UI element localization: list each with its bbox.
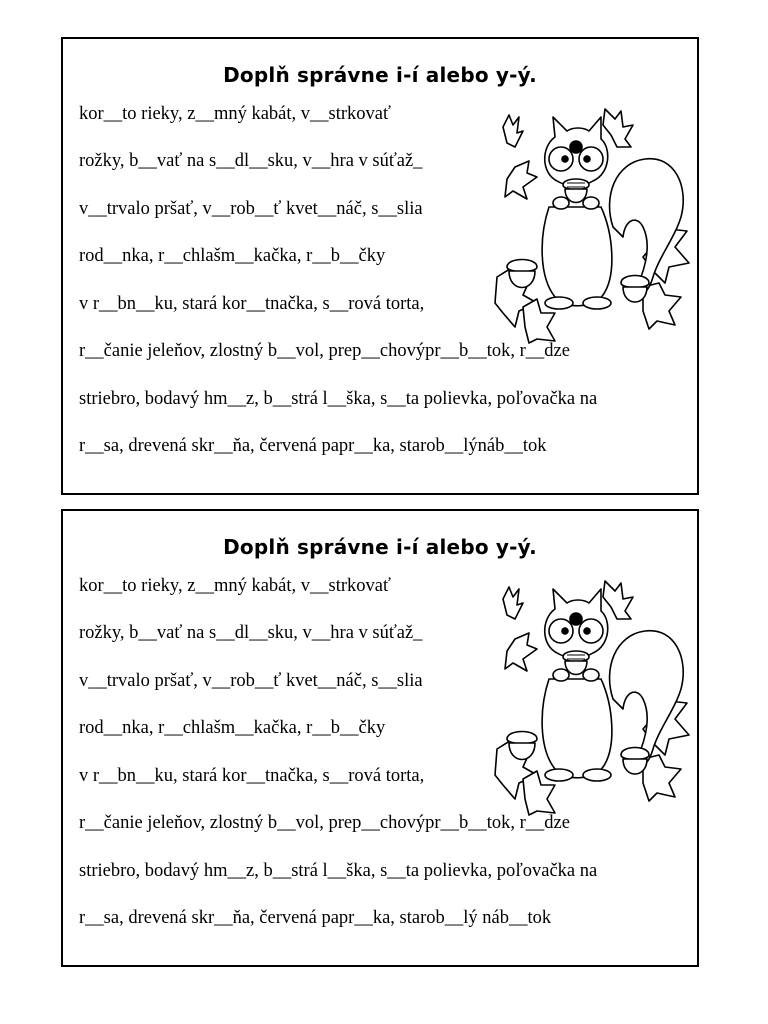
worksheet-title: Doplň správne i-í alebo y-ý. [223,535,537,559]
exercise-line-3: v__trvalo pršať, v__rob__ť kvet__náč, s__slia [79,199,423,219]
worksheet-card-2 [61,509,699,967]
worksheet-card-1 [61,37,699,495]
exercise-line-8: r__sa, drevená skr__ňa, červená papr__ka, starob__lýnáb__tok [79,436,547,456]
exercise-line-1: kor__to rieky, z__mný kabát, v__strkovať [79,104,391,124]
exercise-line-3: v__trvalo pršať, v__rob__ť kvet__náč, s__slia [79,671,423,691]
squirrel-illustration [493,579,693,817]
exercise-line-6: r__čanie jeleňov, zlostný b__vol, prep__chovýpr__b__tok, r__dze [79,813,570,833]
squirrel-illustration [493,107,693,345]
exercise-line-4: rod__nka, r__chlašm__kačka, r__b__čky [79,246,386,266]
worksheet-title: Doplň správne i-í alebo y-ý. [223,63,537,87]
exercise-line-2: rožky, b__vať na s__dl__sku, v__hra v súťaž_ [79,623,423,643]
exercise-line-6: r__čanie jeleňov, zlostný b__vol, prep__chovýpr__b__tok, r__dze [79,341,570,361]
exercise-line-8: r__sa, drevená skr__ňa, červená papr__ka, starob__lý náb__tok [79,908,552,928]
exercise-line-1: kor__to rieky, z__mný kabát, v__strkovať [79,576,391,596]
exercise-line-4: rod__nka, r__chlašm__kačka, r__b__čky [79,718,386,738]
exercise-line-2: rožky, b__vať na s__dl__sku, v__hra v súťaž_ [79,151,423,171]
exercise-line-7: striebro, bodavý hm__z, b__strá l__ška, s__ta polievka, poľovačka na [79,389,598,409]
exercise-line-5: v r__bn__ku, stará kor__tnačka, s__rová torta, [79,294,425,314]
exercise-line-5: v r__bn__ku, stará kor__tnačka, s__rová torta, [79,766,425,786]
exercise-line-7: striebro, bodavý hm__z, b__strá l__ška, s__ta polievka, poľovačka na [79,861,598,881]
